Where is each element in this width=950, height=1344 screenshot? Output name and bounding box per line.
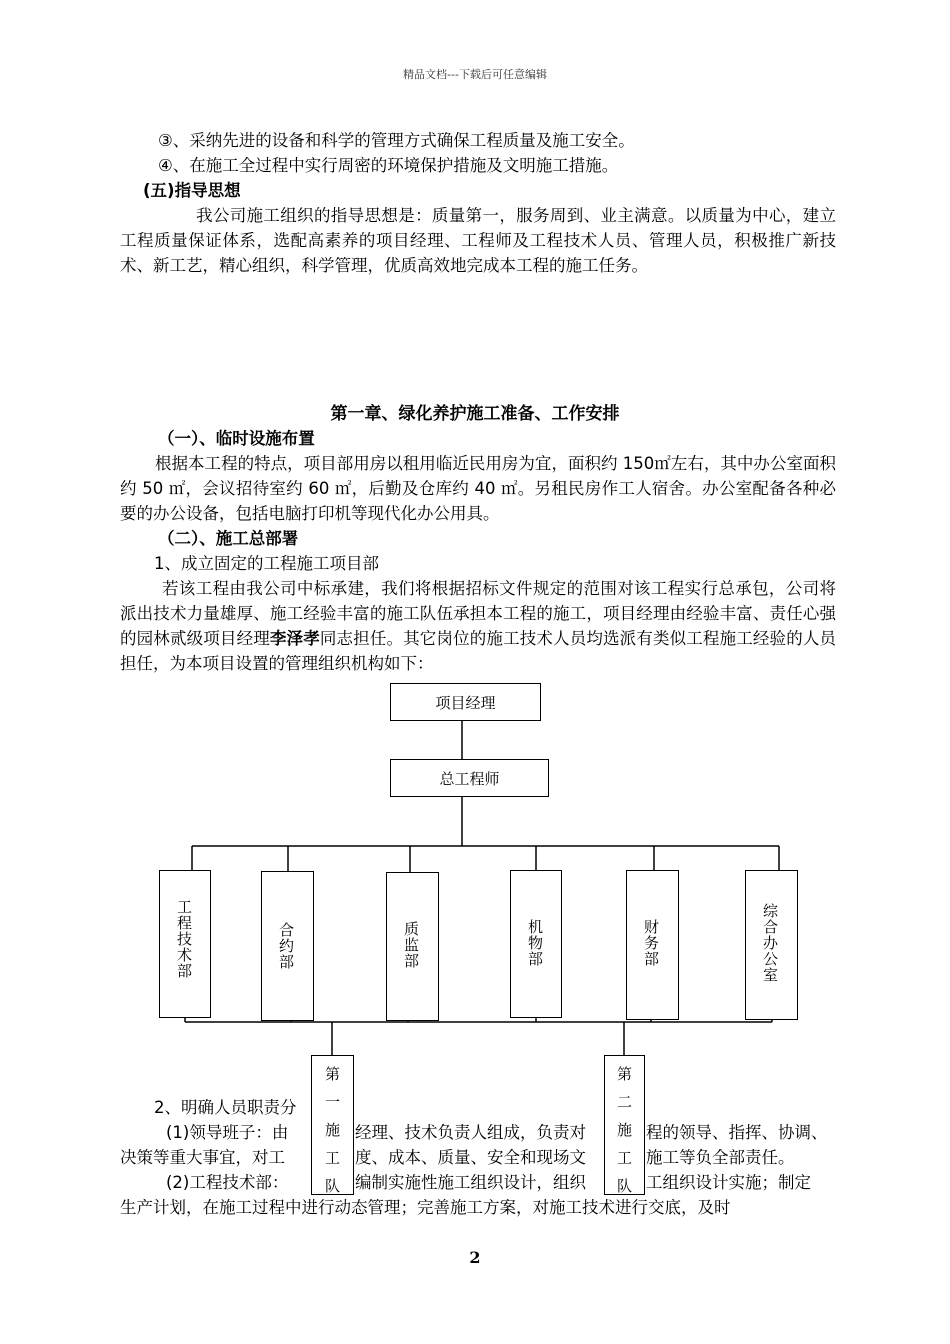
intro-item-3: ③、采纳先进的设备和科学的管理方式确保工程质量及施工安全。 [158,131,635,150]
duty2-part-d: 生产计划，在施工过程中进行动态管理；完善施工方案，对施工技术进行交底，及时 [120,1198,731,1217]
chapter-title: 第一章、绿化养护施工准备、工作安排 [330,404,620,424]
intro-item-4: ④、在施工全过程中实行周密的环境保护措施及文明施工措施。 [158,156,619,175]
org-box-quality-dept: 质监部 [386,872,439,1021]
duty1-part-f: 施工等负全部责任。 [646,1148,795,1167]
duty2-part-c: 工组织设计实施；制定 [646,1173,811,1192]
org-box-finance-dept: 财务部 [626,870,679,1020]
duty1-part-e: 度、成本、质量、安全和现场文 [355,1148,586,1167]
manager-name: 李泽孝 [269,629,320,648]
org-box-general-office: 综合办公室 [745,870,798,1020]
duty1-part-b: 经理、技术负责人组成，负责对 [355,1123,586,1142]
org-box-equipment-dept: 机物部 [510,870,562,1018]
sec2-heading: （二）、施工总部署 [158,529,299,548]
sec1-heading: （一）、临时设施布置 [158,429,315,448]
org-box-engineering-dept: 工程技术部 [159,870,211,1018]
section5-body: 我公司施工组织的指导思想是：质量第一，服务周到、业主满意。以质量为中心，建立工程质量保证体系，选配高素养的项目经理、工程师及工程技术人员、管理人员，积极推广新技术、新工艺，精心组织，科学管理，优质高效地完成本工程的施工任务。 [120,206,836,275]
duty1-part-d: 决策等重大事宜，对工 [120,1148,285,1167]
page-number: 2 [469,1248,481,1267]
duty1-part-c: 程的领导、指挥、协调、 [646,1123,828,1142]
sec2-item1: 1、成立固定的工程施工项目部 [154,554,379,573]
duty2-part-a: (2)工程技术部： [166,1173,289,1192]
duty1-part-a: (1)领导班子：由 [166,1123,289,1142]
duties-item2: 2、明确人员职责分 [154,1098,297,1117]
sec2-body: 若该工程由我公司中标承建，我们将根据招标文件规定的范围对该工程实行总承包，公司将派出技术力量雄厚、施工经验丰富的施工队伍承担本工程的施工，项目经理由经验丰富、责任心强的园林贰级项目经理李泽孝同志担任。其它岗位的施工技术人员均选派有类似工程施工经验的人员担任，为本项目设置的管理组织机构如下： [120,579,837,673]
section5-heading: (五)指导思想 [143,181,241,200]
org-box-project-manager: 项目经理 [390,683,541,721]
org-box-team-2: 第 二 施 工 队 [604,1055,645,1195]
org-box-chief-engineer: 总工程师 [390,759,549,797]
org-box-team-1: 第 一 施 工 队 [311,1055,354,1195]
duty2-part-b: 编制实施性施工组织设计，组织 [355,1173,586,1192]
sec1-body: 根据本工程的特点，项目部用房以租用临近民用房为宜，面积约 150㎡左右，其中办公室面积约 50 ㎡，会议招待室约 60 ㎡，后勤及仓库约 40 ㎡。另租民房作工人宿舍。办公室配备各种必要的办公设备，包括电脑打印机等现代化办公用具。 [120,454,836,523]
page-header: 精品文档---下载后可任意编辑 [403,68,547,81]
org-box-contract-dept: 合约部 [261,871,314,1021]
